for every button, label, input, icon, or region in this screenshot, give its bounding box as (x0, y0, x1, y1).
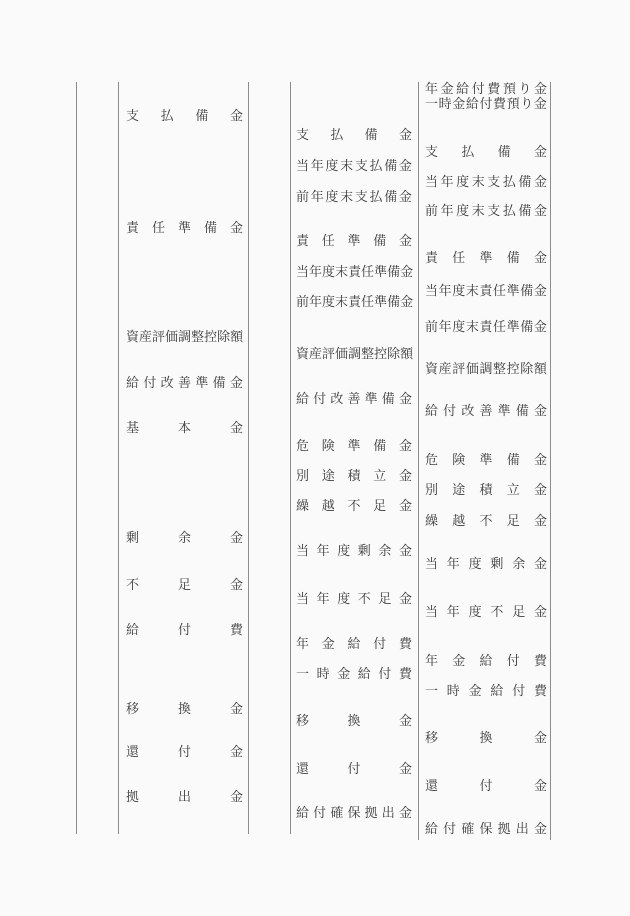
table-row: 移 換 金 (296, 713, 412, 728)
table-row: 当 年 度 不 足 金 (425, 604, 547, 619)
table-row: 給 付 費 (126, 622, 243, 637)
table-row: 不 足 金 (126, 577, 243, 592)
table-row: 当 年 度 末 支 払 備 金 (425, 174, 547, 189)
table-row: 年 金 給 付 費 (425, 653, 547, 668)
table-row: 危 険 準 備 金 (296, 438, 412, 453)
table-vertical-rule (290, 82, 291, 834)
table-row: 当 年 度 不 足 金 (296, 591, 412, 606)
table-row: 資 産 評 価 調 整 控 除 額 (425, 361, 547, 376)
table-row: 資 産 評 価 調 整 控 除 額 (296, 346, 414, 361)
table-row: 一 時 金 給 付 費 (296, 666, 412, 681)
table-row: 一 時 金 給 付 費 (425, 683, 547, 698)
table-row: 別 途 積 立 金 (425, 482, 547, 497)
table-row: 当 年 度 剰 余 金 (296, 543, 412, 558)
table-vertical-rule (118, 82, 119, 834)
table-row: 支 払 備 金 (425, 144, 547, 159)
table-row: 一 時 金 給 付 費 預 り 金 (425, 96, 547, 111)
table-row: 年 金 給 付 費 (296, 636, 412, 651)
column-middle (296, 0, 412, 916)
table-row: 当 年 度 末 責 任 準 備 金 (425, 283, 547, 298)
table-row: 責 任 準 備 金 (425, 250, 547, 265)
column-left (126, 0, 243, 916)
table-row: 給 付 改 善 準 備 金 (126, 375, 243, 390)
table-row: 責 任 準 備 金 (126, 220, 243, 235)
table-row: 前 年 度 末 責 任 準 備 金 (296, 294, 414, 309)
table-row: 繰 越 不 足 金 (296, 498, 412, 513)
table-row: 当 年 度 末 責 任 準 備 金 (296, 264, 414, 279)
table-row: 危 険 準 備 金 (425, 452, 547, 467)
table-row: 給 付 改 善 準 備 金 (425, 403, 547, 418)
table-row: 支 払 備 金 (296, 127, 412, 142)
table-vertical-rule (550, 82, 551, 840)
table-row: 還 付 金 (296, 761, 412, 776)
table-row: 責 任 準 備 金 (296, 233, 412, 248)
table-row: 還 付 金 (425, 778, 547, 793)
table-row: 資 産 評 価 調 整 控 除 額 (126, 329, 244, 344)
column-right (425, 0, 547, 916)
table-row: 給 付 改 善 準 備 金 (296, 391, 412, 406)
table-row: 移 換 金 (425, 730, 547, 745)
table-row: 繰 越 不 足 金 (425, 513, 547, 528)
table-row: 前 年 度 末 支 払 備 金 (425, 203, 547, 218)
table-row: 前 年 度 末 支 払 備 金 (296, 189, 412, 204)
table-row: 給 付 確 保 拠 出 金 (425, 821, 547, 836)
table-vertical-rule (76, 82, 77, 834)
table-vertical-rule (248, 82, 249, 834)
table-row: 当 年 度 末 支 払 備 金 (296, 158, 412, 173)
table-vertical-rule (418, 82, 419, 840)
table-row: 前 年 度 末 責 任 準 備 金 (425, 319, 547, 334)
table-row: 支 払 備 金 (126, 108, 243, 123)
table-row: 基 本 金 (126, 420, 243, 435)
table-row: 当 年 度 剰 余 金 (425, 556, 547, 571)
table-row: 別 途 積 立 金 (296, 468, 412, 483)
table-row: 給 付 確 保 拠 出 金 (296, 805, 412, 820)
table-row: 剰 余 金 (126, 530, 243, 545)
table-row: 還 付 金 (126, 744, 243, 759)
table-row: 移 換 金 (126, 701, 243, 716)
table-row: 拠 出 金 (126, 789, 243, 804)
table-row: 年 金 給 付 費 預 り 金 (425, 81, 547, 96)
